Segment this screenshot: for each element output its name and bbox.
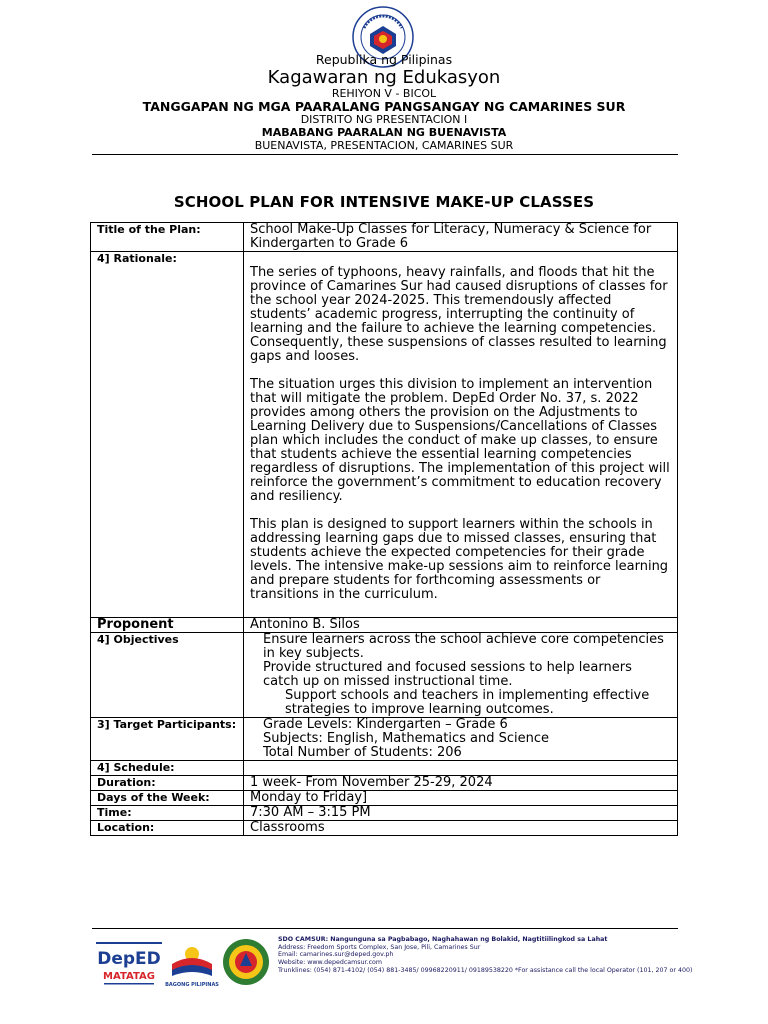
table-row — [91, 776, 678, 791]
objective-text: Support schools and teachers in implementing effective strategies to improve learning outcomes. — [285, 688, 650, 717]
table-row — [91, 633, 678, 718]
proponent-label: Proponent — [91, 618, 244, 633]
objectives-value — [244, 633, 678, 718]
bullet-icon — [272, 689, 285, 717]
title-value: School Make-Up Classes for Literacy, Numeracy & Science for Kindergarten to Grade 6 — [244, 223, 678, 252]
days-label: Days of the Week: — [91, 791, 244, 806]
list-item — [250, 661, 671, 689]
document-title: SCHOOL PLAN FOR INTENSIVE MAKE-UP CLASSES — [173, 193, 595, 211]
time-label: Time: — [91, 806, 244, 821]
schedule-value — [244, 761, 678, 776]
participant-text: Total Number of Students: 206 — [263, 745, 462, 760]
rationale-paragraph: The series of typhoons, heavy rainfalls, and floods that hit the province of Camarines Sur had caused disruptions of classes for the school year 2024-2025. This tremendously affected students’ academic progress, interrupting the continuity of learning and the failure to achieve the learning competencies. Consequently, these suspensions of classes resulted to learning gaps and looses. — [250, 265, 668, 364]
footer-divider — [92, 928, 678, 929]
days-value: Monday to Friday] — [244, 791, 678, 806]
matatag-logo-text: MATATAG — [103, 971, 155, 982]
participants-value — [244, 718, 678, 761]
plan-table — [90, 222, 678, 836]
location-label: Location: — [91, 821, 244, 836]
list-item — [250, 732, 671, 746]
footer-address: Address: Freedom Sports Complex, San Jose, Pili, Camarines Sur — [278, 943, 481, 951]
duration-value: 1 week- From November 25-29, 2024 — [244, 776, 678, 791]
sdo-camsur-seal-logo — [222, 938, 270, 986]
schedule-label: 4] Schedule: — [91, 761, 244, 776]
rationale-label: 4] Rationale: — [91, 252, 244, 618]
footer-motto: SDO CAMSUR: Nangunguna sa Pagbabago, Naghahawan ng Bolakid, Nagtitiilingkod sa Lahat — [278, 936, 608, 943]
participant-text: Grade Levels: Kindergarten – Grade 6 — [263, 717, 508, 732]
proponent-value: Antonino B. Silos — [244, 618, 678, 633]
address-line: BUENAVISTA, PRESENTACION, CAMARINES SUR — [254, 139, 514, 152]
objectives-label: 4] Objectives — [91, 633, 244, 718]
duration-label: Duration: — [91, 776, 244, 791]
footer-contact — [278, 936, 692, 975]
rationale-paragraph: This plan is designed to support learners within the schools in addressing learning gaps due to missed classes, ensuring that students achieve the expected competencies for their grade levels. The intensive make-up sessions aim to reinforce learning and prepare students for forthcoming assessments or transitions in the curriculum. — [250, 517, 669, 602]
school-line: MABABANG PAARALAN NG BUENAVISTA — [261, 126, 507, 139]
list-item — [250, 689, 671, 717]
table-row — [91, 821, 678, 836]
bullet-icon — [250, 732, 263, 746]
bullet-icon — [250, 633, 263, 661]
objective-text: Provide structured and focused sessions to help learners catch up on missed instructional time. — [263, 660, 632, 689]
bullet-icon — [250, 661, 263, 689]
objective-text: Ensure learners across the school achieve core competencies in key subjects. — [263, 632, 664, 661]
department-line: Kagawaran ng Edukasyon — [267, 67, 501, 88]
deped-matatag-logo — [94, 936, 164, 988]
footer-email: Email: camarines.sur@deped.gov.ph — [278, 951, 394, 959]
time-value: 7:30 AM – 3:15 PM — [244, 806, 678, 821]
table-row — [91, 761, 678, 776]
list-item — [250, 746, 671, 760]
participants-label: 3] Target Participants: — [91, 718, 244, 761]
list-item — [250, 718, 671, 732]
bullet-icon — [250, 718, 263, 732]
header-divider — [92, 154, 678, 155]
title-label: Title of the Plan: — [91, 223, 244, 252]
location-value: Classrooms — [244, 821, 678, 836]
deped-logo-text: DepED — [97, 949, 161, 969]
table-row — [91, 791, 678, 806]
participant-text: Subjects: English, Mathematics and Science — [263, 731, 549, 746]
republic-line: Republika ng Pilipinas — [315, 52, 453, 67]
table-row — [91, 718, 678, 761]
list-item — [250, 633, 671, 661]
bullet-icon — [250, 746, 263, 760]
table-row — [91, 252, 678, 618]
footer-website: Website: www.depedcamsur.com — [278, 959, 383, 967]
bagong-pilipinas-text: BAGONG PILIPINAS — [165, 982, 219, 988]
office-line: TANGGAPAN NG MGA PAARALANG PANGSANGAY NG CAMARINES SUR — [142, 99, 626, 114]
table-row — [91, 806, 678, 821]
bagong-pilipinas-logo — [165, 940, 219, 988]
rationale-value — [244, 252, 678, 618]
table-row — [91, 223, 678, 252]
region-line: REHIYON V - BICOL — [331, 87, 437, 100]
rationale-paragraph: The situation urges this division to implement an intervention that will mitigate the problem. DepEd Order No. 37, s. 2022 provides among others the provision on the Adjustments to Learning Delivery due to Suspensions/Cancellations of Classes plan which includes the conduct of make up classes, to ensure that students achieve the essential learning competencies regardless of disruptions. The implementation of this project will reinforce the government’s commitment to education recovery and resiliency. — [250, 377, 670, 504]
footer-trunklines: Trunklines: (054) 871-4102/ (054) 881-3485/ 09968220911/ 09189538220 *For assistance call the local Operator (101, 207 or 400) — [278, 966, 693, 974]
district-line: DISTRITO NG PRESENTACION I — [300, 113, 468, 126]
table-row — [91, 618, 678, 633]
